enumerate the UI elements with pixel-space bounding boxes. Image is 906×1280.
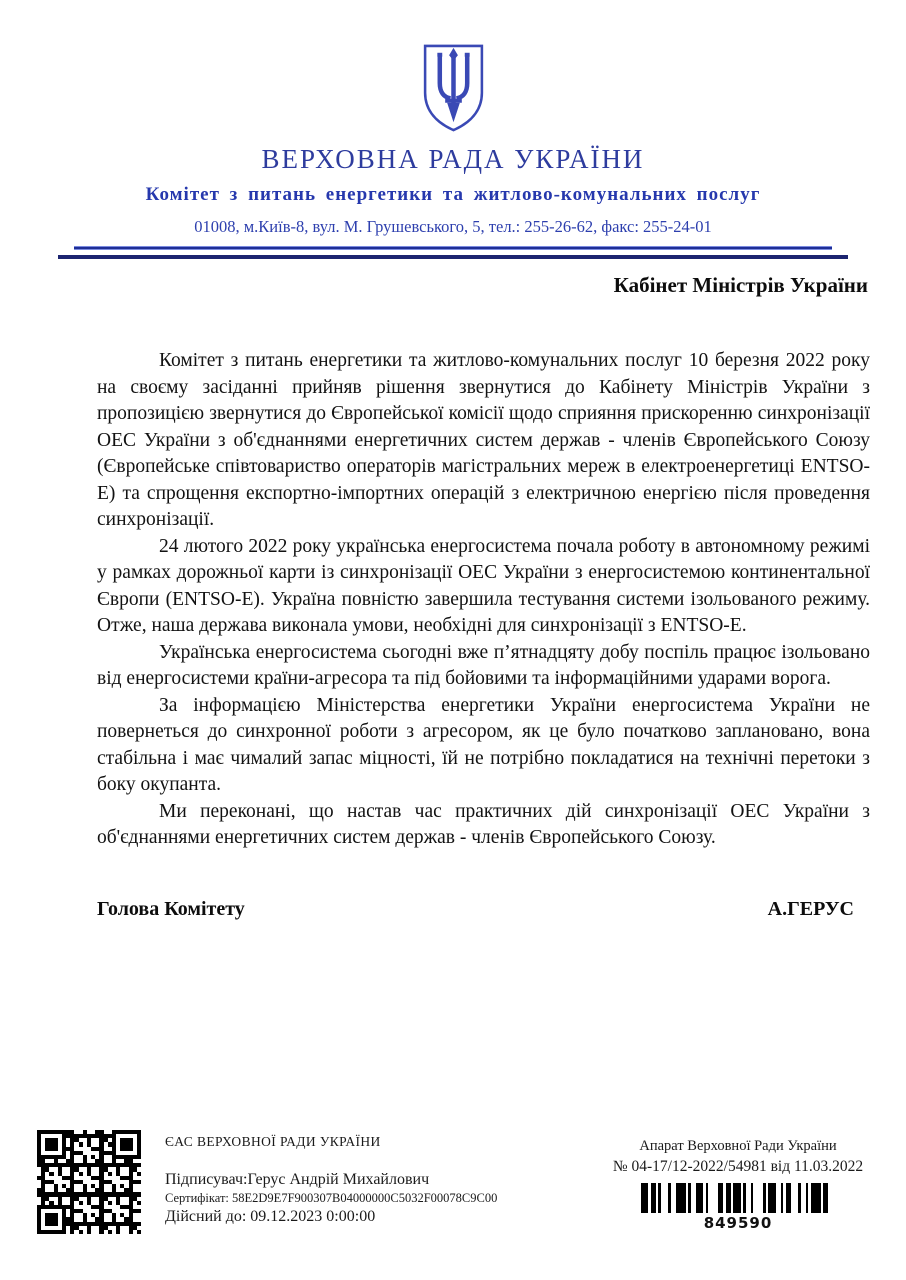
barcode-number: 849590 [703,1214,773,1232]
org-title: ВЕРХОВНА РАДА УКРАЇНИ [261,144,645,174]
recipient-line: Кабінет Міністрів України [613,273,868,297]
address-line: 01008, м.Київ-8, вул. М. Грушевського, 5, тел.: 255-26-62, факс: 255-24-01 [194,217,712,236]
paragraph-5: Ми переконані, що настав час практичних дій синхронізації ОЕС України з об'єднаннями енергетичних систем держав - членів Європейського Союзу. [97,800,870,848]
stamp-reg-number: № 04-17/12-2022/54981 від 11.03.2022 [612,1158,864,1175]
signature-row [0,898,906,921]
letter-body [0,348,906,852]
registration-stamp [604,1138,872,1232]
signer-line: Підписувач:Герус Андрій Михайлович [165,1171,430,1188]
letterhead-divider-thick [58,255,848,259]
digital-seal-text [165,1134,585,1226]
signature-title: Голова Комітету [97,897,245,920]
barcode [638,1183,838,1213]
emblem-wrap [0,42,906,138]
stamp-office: Апарат Верховної Ради України [639,1138,837,1154]
committee-name: Комітет з питань енергетики та житлово-комунальних послуг [145,184,761,205]
footer [0,1122,906,1242]
letterhead [0,42,906,259]
paragraph-1: Комітет з питань енергетики та житлово-комунальних послуг 10 березня 2022 року на своєму засіданні прийняв рішення звернутися до Кабінету Міністрів України з пропозицією звернутися до Європейської комісії щодо сприяння прискоренню синхронізації ОЕС України з об'єднаннями енергетичних систем держав - членів Європейського Союзу (Європейське співтовариство операторів магістральних мереж в електроенергетиці ENTSO-E) та спрощення експортно-імпортних операцій з електричною енергією після проведення синхронізації. [97,350,870,530]
letterhead-divider-thin [74,246,832,250]
trident-emblem-icon [418,42,489,136]
paragraph-4: За інформацією Міністерства енергетики України енергосистема України не повернеться до синхронної роботи з агресором, як це було початково заплановано, вона стабільна і має чималий запас міцності, їй не потрібно покладатися на технічні перетоки з боку окупанта. [97,694,870,795]
certificate-line: Сертифікат: 58E2D9E7F900307B04000000C5032F00078C9C00 [165,1191,498,1205]
qr-code [33,1126,145,1238]
paragraph-2: 24 лютого 2022 року українська енергосистема почала роботу в автономному режимі у рамках дорожньої карти із синхронізації ОЕС України з енергосистемою континентальної Європи (ENTSO-E). Україна повністю завершила тестування системи ізольованого режиму. Отже, наша держава виконала умови, необхідні для синхронізації з ENTSO-E. [97,535,870,636]
eas-system-label: ЄАС ВЕРХОВНОЇ РАДИ УКРАЇНИ [165,1134,381,1149]
signature-name: А.ГЕРУС [767,897,854,920]
paragraph-3: Українська енергосистема сьогодні вже п’ятнадцяту добу поспіль працює ізольовано від енергосистеми країни-агресора та під бойовими та інформаційними ударами ворога. [97,641,870,689]
validity-line: Дійсний до: 09.12.2023 0:00:00 [165,1208,376,1225]
